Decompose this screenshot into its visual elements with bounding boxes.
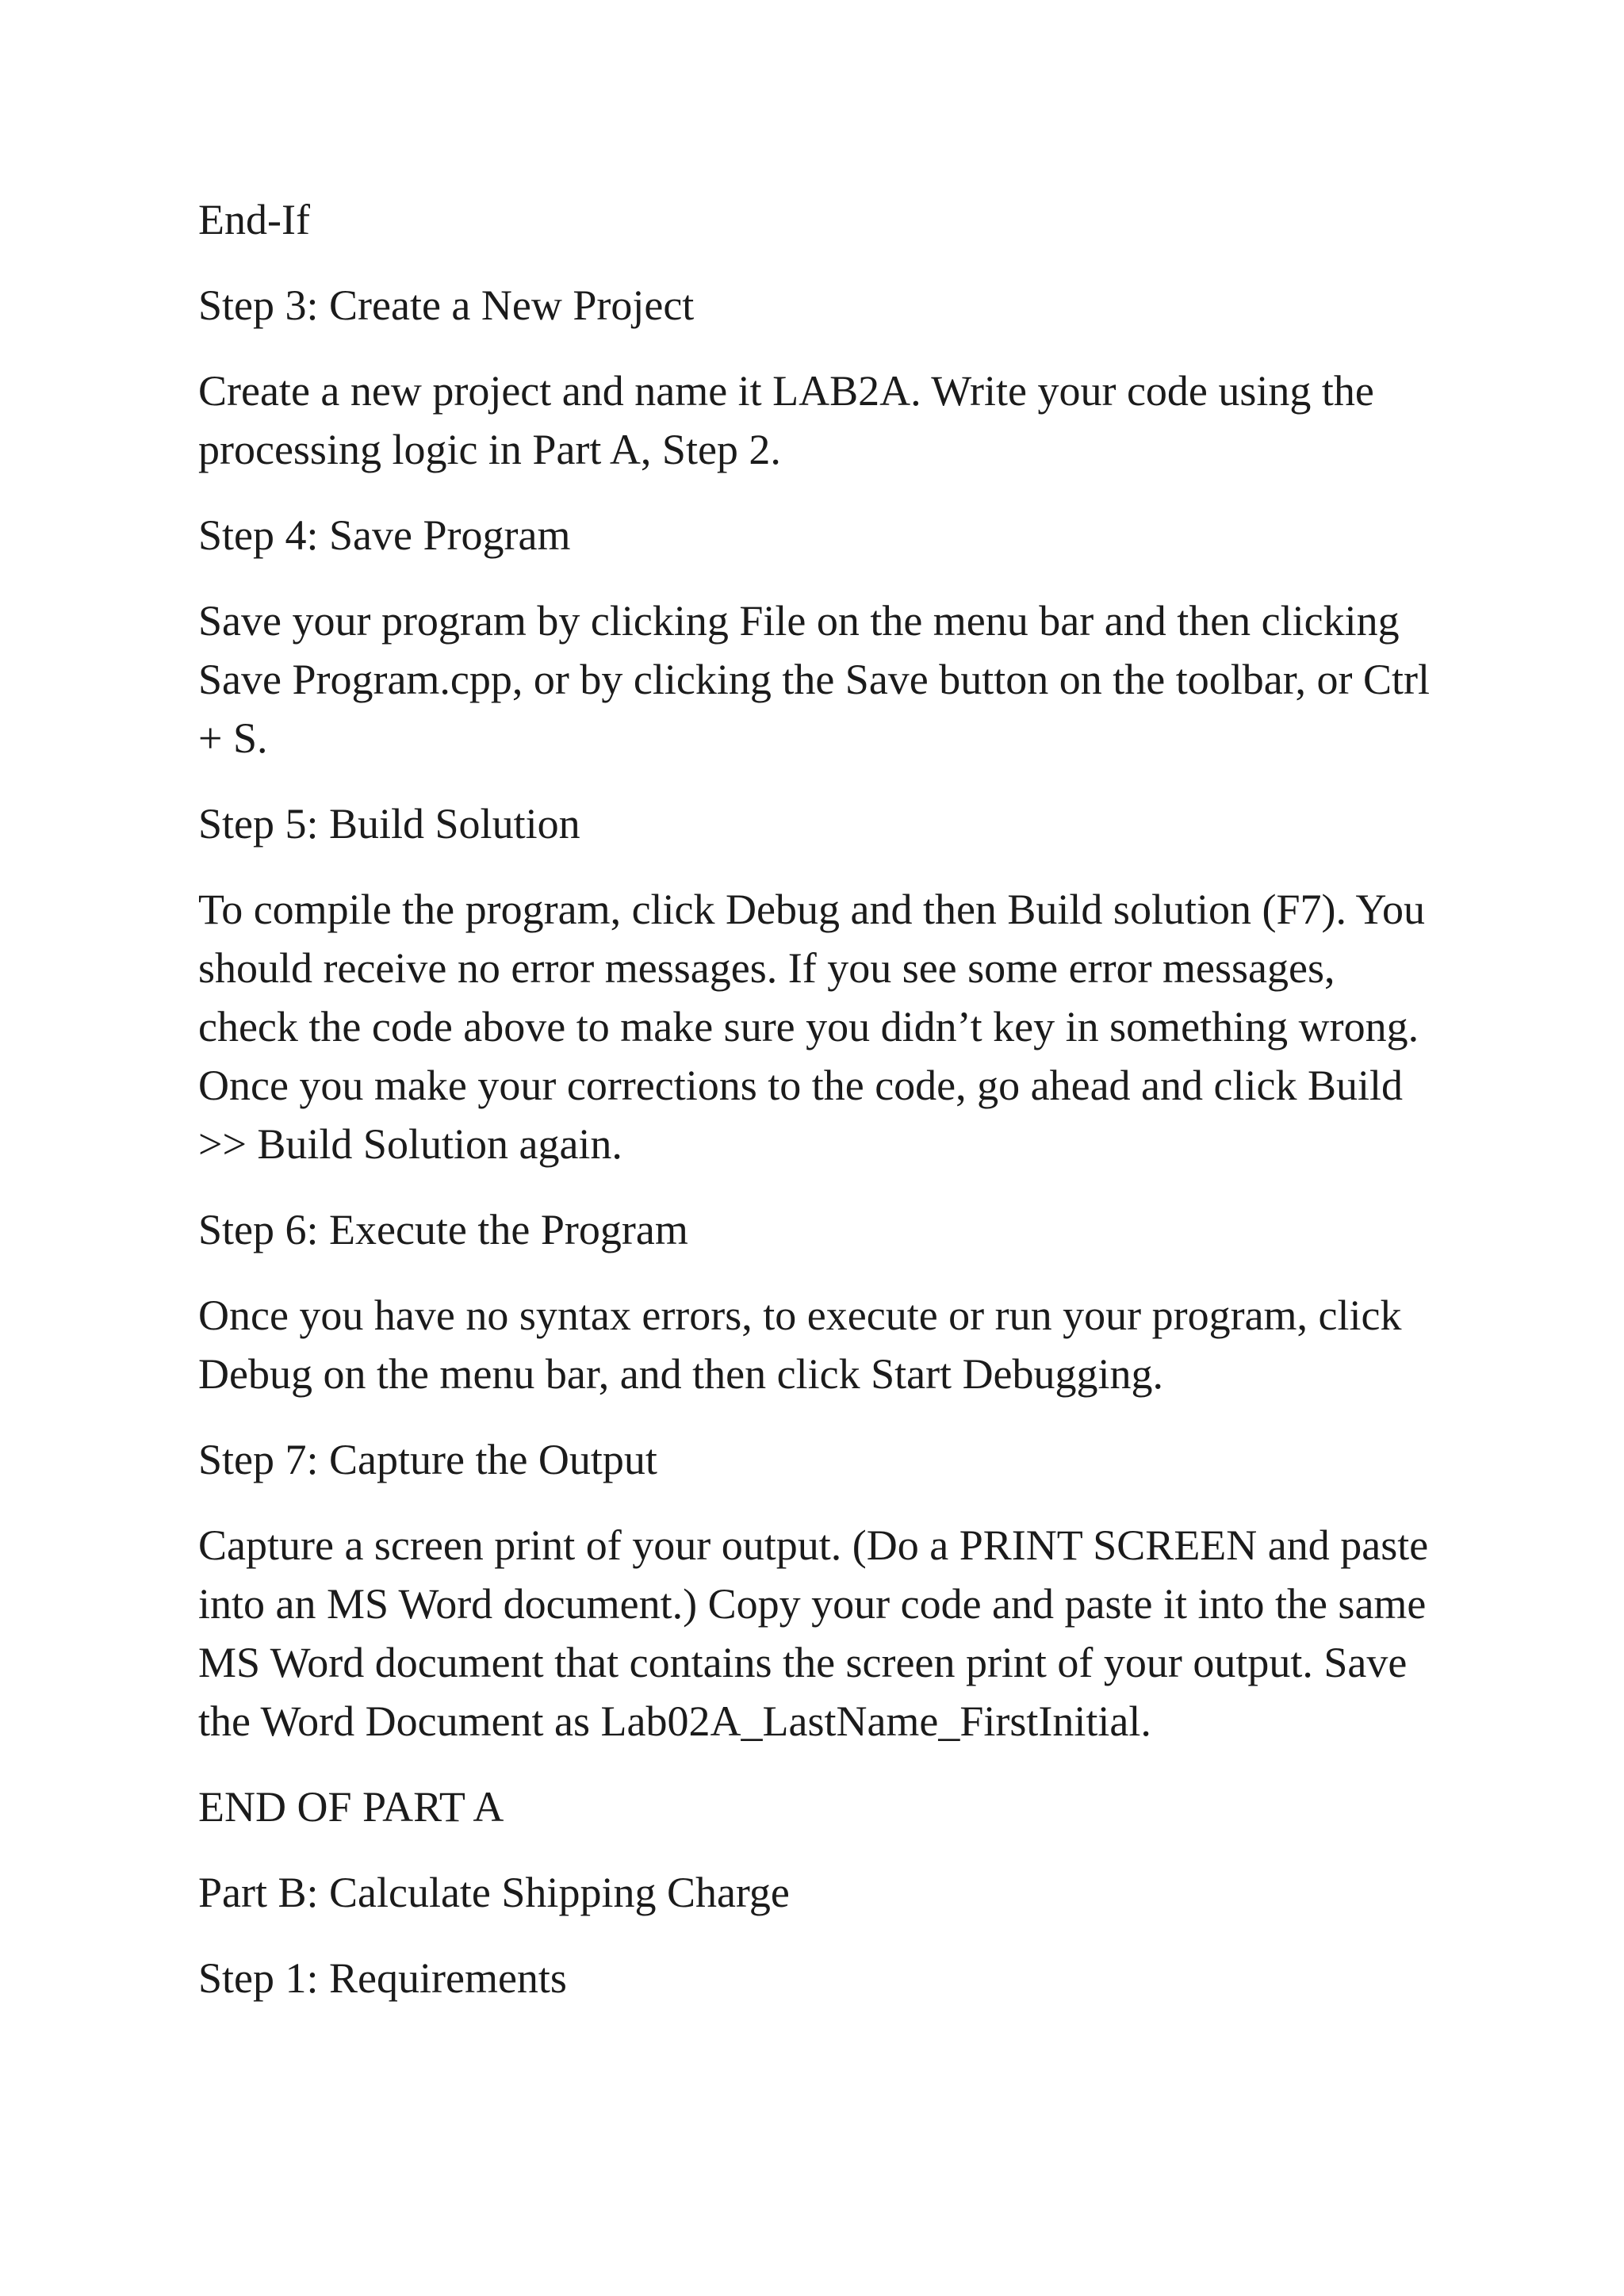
heading-step-5: Step 5: Build Solution (198, 800, 580, 848)
heading-step-7: Step 7: Capture the Output (198, 1436, 657, 1483)
heading-step-1: Step 1: Requirements (198, 1954, 567, 2002)
paragraph-step-6: Once you have no syntax errors, to execute or run your program, click Debug on the menu bar, and then click Start Debugging. (198, 1292, 1402, 1398)
paragraph-step-3: Create a new project and name it LAB2A. Write your code using the processing logic in Part A, Step 2. (198, 367, 1374, 473)
heading-step-6: Step 6: Execute the Program (198, 1206, 688, 1253)
paragraph-step-4: Save your program by clicking File on the menu bar and then clicking Save Program.cpp, or by clicking the Save button on the toolbar, or Ctrl + S. (198, 597, 1431, 762)
heading-part-b: Part B: Calculate Shipping Charge (198, 1869, 790, 1916)
heading-end-of-part-a: END OF PART A (198, 1783, 504, 1831)
heading-step-3: Step 3: Create a New Project (198, 281, 695, 329)
paragraph-end-if: End-If (198, 196, 310, 243)
heading-step-4: Step 4: Save Program (198, 511, 571, 559)
paragraph-step-7: Capture a screen print of your output. (Do a PRINT SCREEN and paste into an MS Word document.) Copy your code and paste it into the same MS Word document that contains the screen print of your output. Save the Word Document as Lab02A_LastName_FirstInitial. (198, 1521, 1429, 1745)
document-page (198, 190, 1443, 2034)
paragraph-step-5: To compile the program, click Debug and then Build solution (F7). You should receive no error messages. If you see some error messages, check the code above to make sure you didn’t key in something wrong. Once you make your corrections to the code, go ahead and click Build >> Build Solution again. (198, 886, 1426, 1168)
